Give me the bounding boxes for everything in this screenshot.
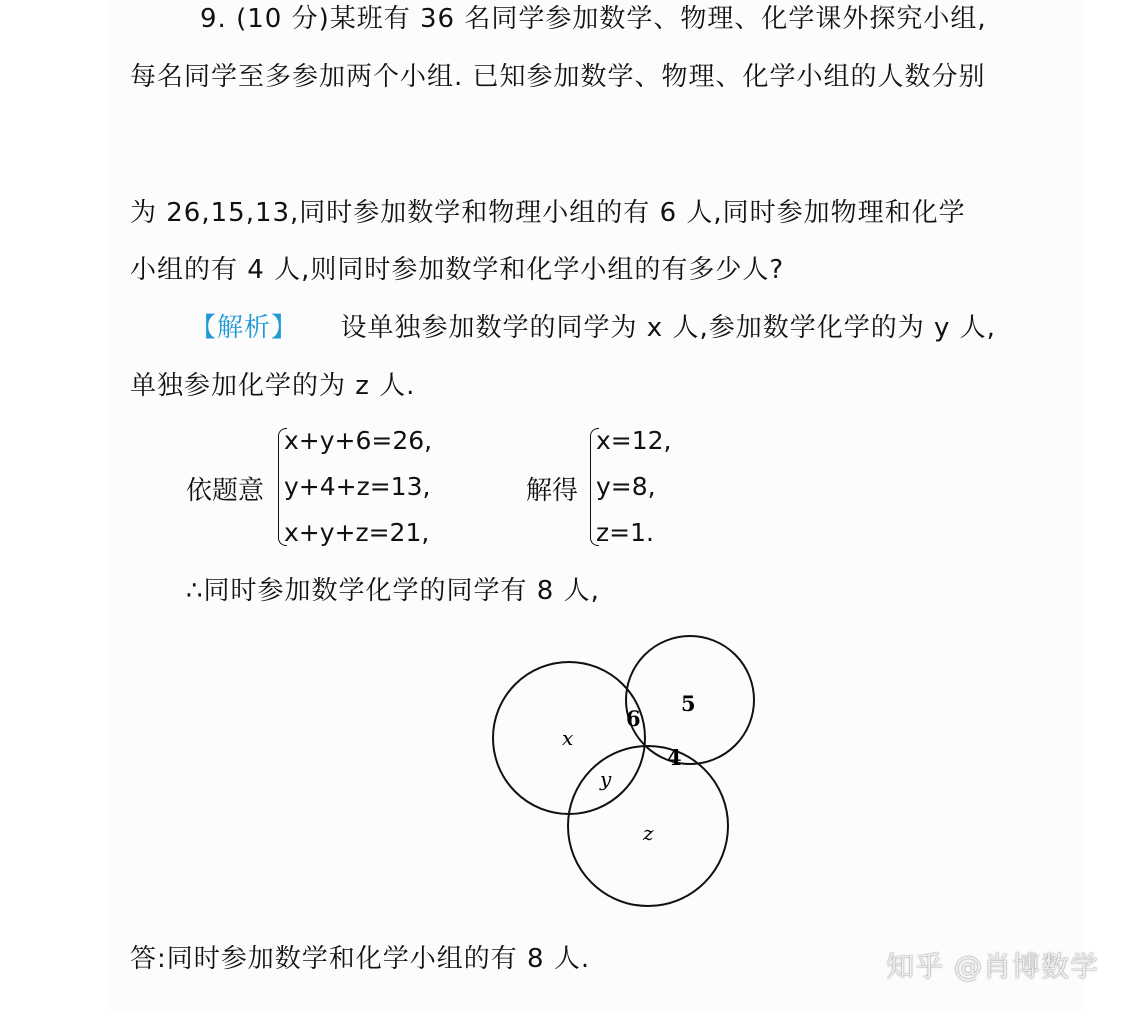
- solve-label: 解得: [526, 476, 579, 506]
- solution-intro-line-2: 单独参加化学的为 z 人.: [130, 371, 416, 401]
- equation-2: y+4+z=13,: [284, 472, 431, 501]
- problem-line-1: 9. (10 分)某班有 36 名同学参加数学、物理、化学课外探究小组,: [200, 4, 987, 34]
- conclusion: ∴同时参加数学化学的同学有 8 人,: [186, 576, 600, 606]
- solution-2: y=8,: [596, 472, 656, 501]
- problem-line-3: 为 26,15,13,同时参加数学和物理小组的有 6 人,同时参加物理和化学: [130, 198, 966, 228]
- venn-label-math-physics: 6: [626, 706, 641, 731]
- equation-1: x+y+6=26,: [284, 426, 433, 455]
- venn-label-y: y: [600, 767, 612, 791]
- system-label: 依题意: [186, 476, 265, 506]
- solution-intro-text: 设单独参加数学的同学为 x 人,参加数学化学的为 y 人,: [340, 313, 996, 343]
- venn-label-z: z: [643, 821, 654, 845]
- solution-3: z=1.: [596, 518, 654, 547]
- venn-label-physics-chem: 4: [667, 745, 682, 770]
- equation-3: x+y+z=21,: [284, 518, 430, 547]
- venn-label-physics-only: 5: [681, 691, 696, 716]
- final-answer: 答:同时参加数学和化学小组的有 8 人.: [130, 944, 591, 974]
- problem-line-4: 小组的有 4 人,则同时参加数学和化学小组的有多少人?: [130, 255, 785, 285]
- problem-line-2: 每名同学至多参加两个小组. 已知参加数学、物理、化学小组的人数分别: [130, 62, 986, 92]
- watermark: 知乎 @肖博数学: [886, 950, 1099, 983]
- solution-1: x=12,: [596, 426, 672, 455]
- analysis-tag: 【解析】: [190, 313, 299, 343]
- venn-label-x: x: [562, 726, 574, 750]
